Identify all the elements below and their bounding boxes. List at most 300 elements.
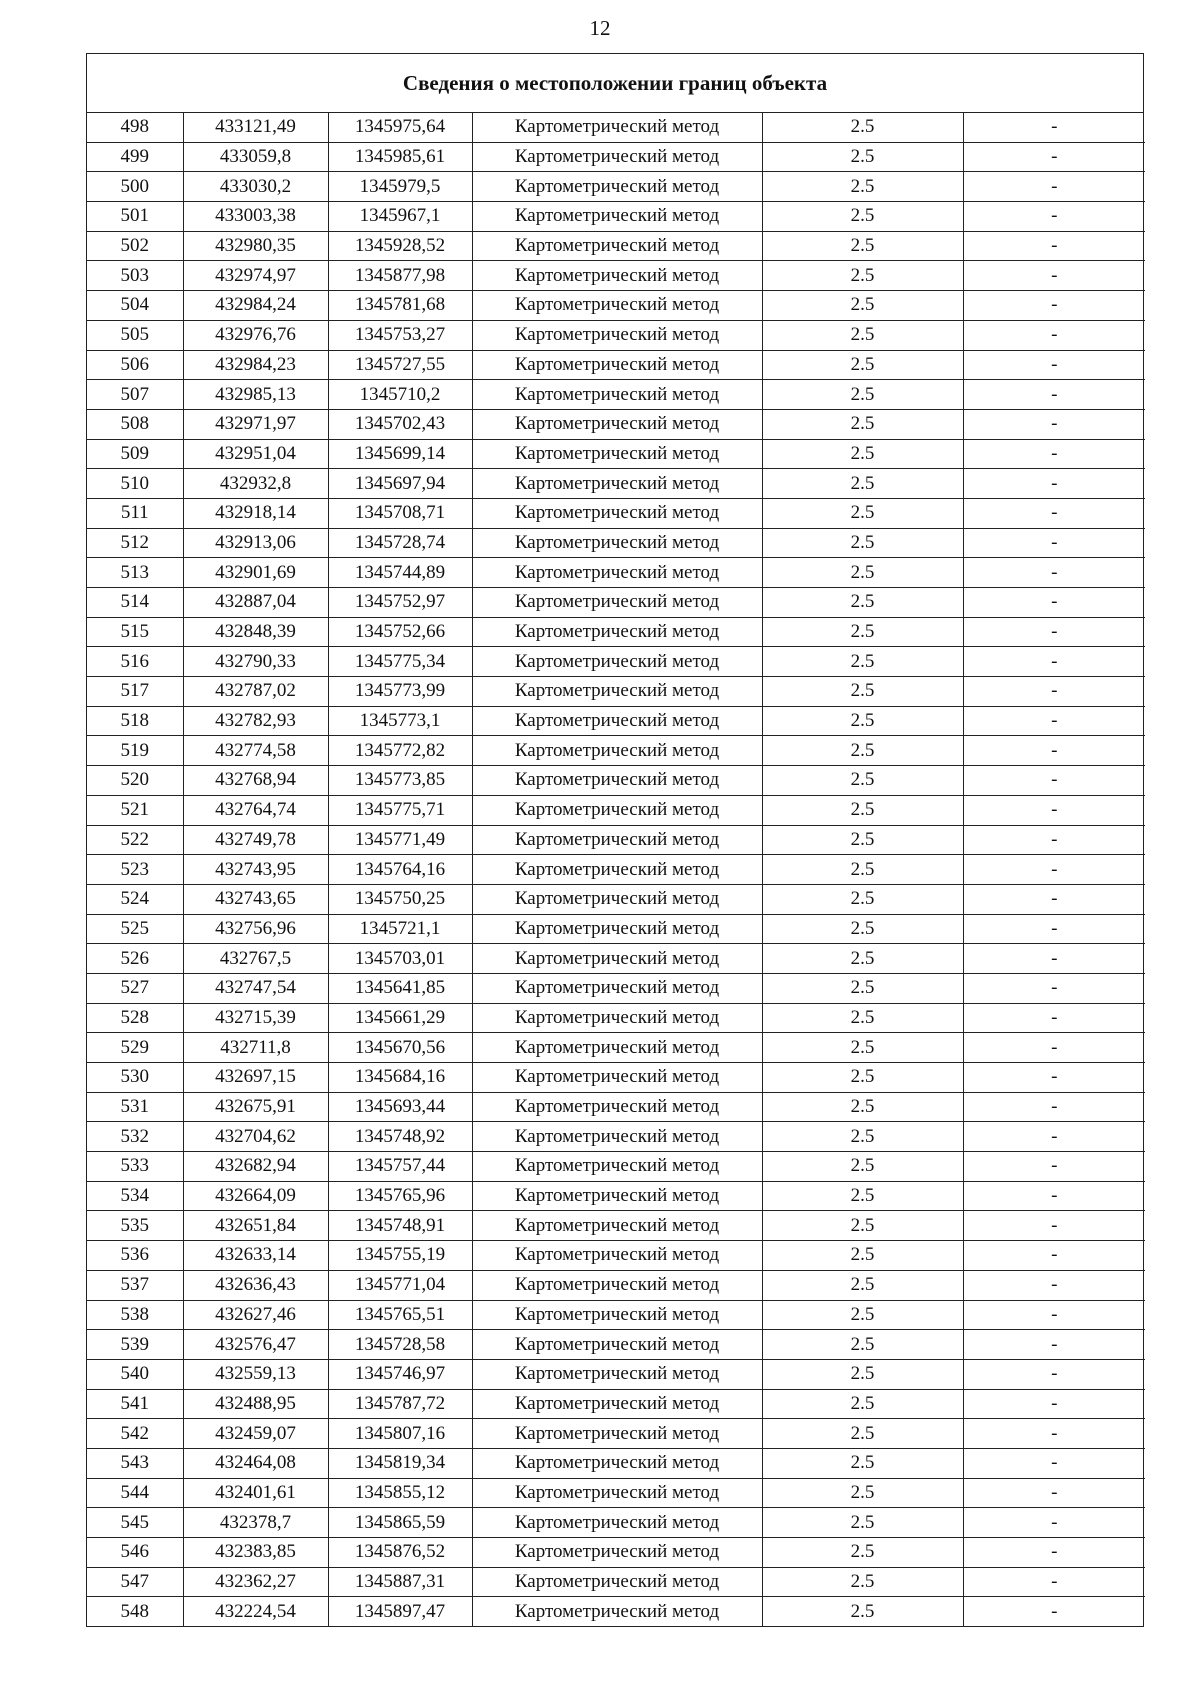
method-cell: Картометрический метод bbox=[472, 469, 762, 499]
page-number: 12 bbox=[589, 16, 611, 40]
table-row bbox=[87, 1597, 1145, 1626]
point-number-cell: 545 bbox=[87, 1508, 183, 1538]
accuracy-cell: 2.5 bbox=[762, 528, 963, 558]
coordinate-x-cell: 432984,24 bbox=[183, 291, 328, 321]
method-cell: Картометрический метод bbox=[472, 261, 762, 291]
boundary-coordinates-table bbox=[86, 53, 1144, 1627]
method-cell: Картометрический метод bbox=[472, 1567, 762, 1597]
coordinate-y-cell: 1345985,61 bbox=[328, 142, 472, 172]
accuracy-cell: 2.5 bbox=[762, 973, 963, 1003]
coordinate-x-cell: 432976,76 bbox=[183, 320, 328, 350]
table-row bbox=[87, 1359, 1145, 1389]
accuracy-cell: 2.5 bbox=[762, 1330, 963, 1360]
note-cell: - bbox=[963, 884, 1145, 914]
table-row bbox=[87, 766, 1145, 796]
note-cell: - bbox=[963, 1122, 1145, 1152]
method-cell: Картометрический метод bbox=[472, 1419, 762, 1449]
accuracy-cell: 2.5 bbox=[762, 1538, 963, 1568]
table-row bbox=[87, 1003, 1145, 1033]
accuracy-cell: 2.5 bbox=[762, 855, 963, 885]
method-cell: Картометрический метод bbox=[472, 706, 762, 736]
accuracy-cell: 2.5 bbox=[762, 1122, 963, 1152]
note-cell: - bbox=[963, 528, 1145, 558]
note-cell: - bbox=[963, 1003, 1145, 1033]
accuracy-cell: 2.5 bbox=[762, 617, 963, 647]
coordinate-y-cell: 1345765,96 bbox=[328, 1181, 472, 1211]
accuracy-cell: 2.5 bbox=[762, 291, 963, 321]
note-cell: - bbox=[963, 409, 1145, 439]
accuracy-cell: 2.5 bbox=[762, 1152, 963, 1182]
accuracy-cell: 2.5 bbox=[762, 1063, 963, 1093]
point-number-cell: 499 bbox=[87, 142, 183, 172]
method-cell: Картометрический метод bbox=[472, 647, 762, 677]
accuracy-cell: 2.5 bbox=[762, 558, 963, 588]
coordinate-y-cell: 1345757,44 bbox=[328, 1152, 472, 1182]
accuracy-cell: 2.5 bbox=[762, 1389, 963, 1419]
table-row bbox=[87, 231, 1145, 261]
table-row bbox=[87, 588, 1145, 618]
method-cell: Картометрический метод bbox=[472, 231, 762, 261]
table-row bbox=[87, 1567, 1145, 1597]
method-cell: Картометрический метод bbox=[472, 498, 762, 528]
coordinate-x-cell: 432682,94 bbox=[183, 1152, 328, 1182]
note-cell: - bbox=[963, 1152, 1145, 1182]
point-number-cell: 541 bbox=[87, 1389, 183, 1419]
coordinate-y-cell: 1345710,2 bbox=[328, 380, 472, 410]
point-number-cell: 500 bbox=[87, 172, 183, 202]
point-number-cell: 514 bbox=[87, 588, 183, 618]
point-number-cell: 508 bbox=[87, 409, 183, 439]
point-number-cell: 536 bbox=[87, 1241, 183, 1271]
coordinate-y-cell: 1345765,51 bbox=[328, 1300, 472, 1330]
accuracy-cell: 2.5 bbox=[762, 588, 963, 618]
coordinate-y-cell: 1345703,01 bbox=[328, 944, 472, 974]
note-cell: - bbox=[963, 944, 1145, 974]
note-cell: - bbox=[963, 1092, 1145, 1122]
point-number-cell: 546 bbox=[87, 1538, 183, 1568]
note-cell: - bbox=[963, 113, 1145, 142]
method-cell: Картометрический метод bbox=[472, 142, 762, 172]
method-cell: Картометрический метод bbox=[472, 1152, 762, 1182]
coordinate-x-cell: 432774,58 bbox=[183, 736, 328, 766]
accuracy-cell: 2.5 bbox=[762, 706, 963, 736]
coordinate-y-cell: 1345670,56 bbox=[328, 1033, 472, 1063]
coordinate-y-cell: 1345771,49 bbox=[328, 825, 472, 855]
method-cell: Картометрический метод bbox=[472, 884, 762, 914]
note-cell: - bbox=[963, 291, 1145, 321]
accuracy-cell: 2.5 bbox=[762, 1567, 963, 1597]
coordinate-x-cell: 432984,23 bbox=[183, 350, 328, 380]
point-number-cell: 515 bbox=[87, 617, 183, 647]
coordinate-x-cell: 432932,8 bbox=[183, 469, 328, 499]
coordinate-x-cell: 433030,2 bbox=[183, 172, 328, 202]
coordinate-x-cell: 432768,94 bbox=[183, 766, 328, 796]
point-number-cell: 502 bbox=[87, 231, 183, 261]
table-row bbox=[87, 1419, 1145, 1449]
accuracy-cell: 2.5 bbox=[762, 1211, 963, 1241]
table-row bbox=[87, 1508, 1145, 1538]
point-number-cell: 520 bbox=[87, 766, 183, 796]
point-number-cell: 509 bbox=[87, 439, 183, 469]
coordinate-y-cell: 1345727,55 bbox=[328, 350, 472, 380]
table-row bbox=[87, 1122, 1145, 1152]
coordinate-x-cell: 432401,61 bbox=[183, 1478, 328, 1508]
coordinate-x-cell: 432918,14 bbox=[183, 498, 328, 528]
method-cell: Картометрический метод bbox=[472, 528, 762, 558]
coordinate-x-cell: 432627,46 bbox=[183, 1300, 328, 1330]
note-cell: - bbox=[963, 1181, 1145, 1211]
table-row bbox=[87, 1241, 1145, 1271]
accuracy-cell: 2.5 bbox=[762, 498, 963, 528]
table-row bbox=[87, 1063, 1145, 1093]
point-number-cell: 501 bbox=[87, 202, 183, 232]
coordinate-y-cell: 1345787,72 bbox=[328, 1389, 472, 1419]
note-cell: - bbox=[963, 825, 1145, 855]
note-cell: - bbox=[963, 677, 1145, 707]
table-row bbox=[87, 647, 1145, 677]
method-cell: Картометрический метод bbox=[472, 172, 762, 202]
table-row bbox=[87, 1092, 1145, 1122]
coordinate-x-cell: 432633,14 bbox=[183, 1241, 328, 1271]
coordinate-y-cell: 1345819,34 bbox=[328, 1448, 472, 1478]
accuracy-cell: 2.5 bbox=[762, 1478, 963, 1508]
accuracy-cell: 2.5 bbox=[762, 142, 963, 172]
note-cell: - bbox=[963, 1508, 1145, 1538]
coordinate-y-cell: 1345699,14 bbox=[328, 439, 472, 469]
note-cell: - bbox=[963, 498, 1145, 528]
accuracy-cell: 2.5 bbox=[762, 113, 963, 142]
note-cell: - bbox=[963, 1033, 1145, 1063]
coordinate-y-cell: 1345708,71 bbox=[328, 498, 472, 528]
table-row bbox=[87, 172, 1145, 202]
accuracy-cell: 2.5 bbox=[762, 1448, 963, 1478]
accuracy-cell: 2.5 bbox=[762, 647, 963, 677]
coordinate-y-cell: 1345750,25 bbox=[328, 884, 472, 914]
note-cell: - bbox=[963, 350, 1145, 380]
coordinate-x-cell: 432980,35 bbox=[183, 231, 328, 261]
coordinate-x-cell: 432488,95 bbox=[183, 1389, 328, 1419]
method-cell: Картометрический метод bbox=[472, 766, 762, 796]
note-cell: - bbox=[963, 1270, 1145, 1300]
method-cell: Картометрический метод bbox=[472, 1538, 762, 1568]
point-number-cell: 506 bbox=[87, 350, 183, 380]
note-cell: - bbox=[963, 1330, 1145, 1360]
table-row bbox=[87, 350, 1145, 380]
method-cell: Картометрический метод bbox=[472, 320, 762, 350]
accuracy-cell: 2.5 bbox=[762, 202, 963, 232]
note-cell: - bbox=[963, 617, 1145, 647]
note-cell: - bbox=[963, 469, 1145, 499]
method-cell: Картометрический метод bbox=[472, 1181, 762, 1211]
method-cell: Картометрический метод bbox=[472, 914, 762, 944]
note-cell: - bbox=[963, 1241, 1145, 1271]
note-cell: - bbox=[963, 380, 1145, 410]
accuracy-cell: 2.5 bbox=[762, 1300, 963, 1330]
note-cell: - bbox=[963, 1448, 1145, 1478]
coordinate-y-cell: 1345684,16 bbox=[328, 1063, 472, 1093]
coordinates-grid bbox=[87, 113, 1145, 1626]
accuracy-cell: 2.5 bbox=[762, 439, 963, 469]
accuracy-cell: 2.5 bbox=[762, 261, 963, 291]
point-number-cell: 524 bbox=[87, 884, 183, 914]
note-cell: - bbox=[963, 1389, 1145, 1419]
table-row bbox=[87, 498, 1145, 528]
coordinate-x-cell: 432913,06 bbox=[183, 528, 328, 558]
table-row bbox=[87, 914, 1145, 944]
coordinate-y-cell: 1345773,1 bbox=[328, 706, 472, 736]
coordinate-x-cell: 432224,54 bbox=[183, 1597, 328, 1626]
point-number-cell: 516 bbox=[87, 647, 183, 677]
table-row bbox=[87, 736, 1145, 766]
coordinate-x-cell: 432971,97 bbox=[183, 409, 328, 439]
point-number-cell: 503 bbox=[87, 261, 183, 291]
note-cell: - bbox=[963, 973, 1145, 1003]
method-cell: Картометрический метод bbox=[472, 409, 762, 439]
accuracy-cell: 2.5 bbox=[762, 1597, 963, 1626]
note-cell: - bbox=[963, 914, 1145, 944]
coordinate-x-cell: 432464,08 bbox=[183, 1448, 328, 1478]
coordinate-y-cell: 1345928,52 bbox=[328, 231, 472, 261]
coordinate-y-cell: 1345855,12 bbox=[328, 1478, 472, 1508]
note-cell: - bbox=[963, 766, 1145, 796]
coordinate-x-cell: 432651,84 bbox=[183, 1211, 328, 1241]
table-row bbox=[87, 380, 1145, 410]
table-row bbox=[87, 884, 1145, 914]
point-number-cell: 517 bbox=[87, 677, 183, 707]
method-cell: Картометрический метод bbox=[472, 973, 762, 1003]
coordinate-y-cell: 1345755,19 bbox=[328, 1241, 472, 1271]
coordinate-x-cell: 432790,33 bbox=[183, 647, 328, 677]
method-cell: Картометрический метод bbox=[472, 1092, 762, 1122]
point-number-cell: 511 bbox=[87, 498, 183, 528]
point-number-cell: 534 bbox=[87, 1181, 183, 1211]
accuracy-cell: 2.5 bbox=[762, 944, 963, 974]
accuracy-cell: 2.5 bbox=[762, 1181, 963, 1211]
coordinate-x-cell: 432383,85 bbox=[183, 1538, 328, 1568]
method-cell: Картометрический метод bbox=[472, 588, 762, 618]
accuracy-cell: 2.5 bbox=[762, 795, 963, 825]
note-cell: - bbox=[963, 706, 1145, 736]
method-cell: Картометрический метод bbox=[472, 1359, 762, 1389]
coordinate-x-cell: 432636,43 bbox=[183, 1270, 328, 1300]
point-number-cell: 527 bbox=[87, 973, 183, 1003]
method-cell: Картометрический метод bbox=[472, 558, 762, 588]
coordinate-x-cell: 432764,74 bbox=[183, 795, 328, 825]
coordinate-y-cell: 1345641,85 bbox=[328, 973, 472, 1003]
coordinate-y-cell: 1345748,91 bbox=[328, 1211, 472, 1241]
coordinate-y-cell: 1345876,52 bbox=[328, 1538, 472, 1568]
table-row bbox=[87, 617, 1145, 647]
method-cell: Картометрический метод bbox=[472, 1597, 762, 1626]
accuracy-cell: 2.5 bbox=[762, 1270, 963, 1300]
table-row bbox=[87, 439, 1145, 469]
table-row bbox=[87, 1300, 1145, 1330]
method-cell: Картометрический метод bbox=[472, 1122, 762, 1152]
accuracy-cell: 2.5 bbox=[762, 320, 963, 350]
table-row bbox=[87, 944, 1145, 974]
point-number-cell: 535 bbox=[87, 1211, 183, 1241]
accuracy-cell: 2.5 bbox=[762, 825, 963, 855]
method-cell: Картометрический метод bbox=[472, 202, 762, 232]
method-cell: Картометрический метод bbox=[472, 1241, 762, 1271]
table-row bbox=[87, 1033, 1145, 1063]
point-number-cell: 512 bbox=[87, 528, 183, 558]
table-row bbox=[87, 855, 1145, 885]
method-cell: Картометрический метод bbox=[472, 1033, 762, 1063]
coordinate-x-cell: 433059,8 bbox=[183, 142, 328, 172]
note-cell: - bbox=[963, 1211, 1145, 1241]
accuracy-cell: 2.5 bbox=[762, 1359, 963, 1389]
table-row bbox=[87, 1270, 1145, 1300]
note-cell: - bbox=[963, 1478, 1145, 1508]
table-row bbox=[87, 113, 1145, 142]
coordinate-x-cell: 432459,07 bbox=[183, 1419, 328, 1449]
table-row bbox=[87, 202, 1145, 232]
table-row bbox=[87, 142, 1145, 172]
point-number-cell: 543 bbox=[87, 1448, 183, 1478]
note-cell: - bbox=[963, 1063, 1145, 1093]
point-number-cell: 538 bbox=[87, 1300, 183, 1330]
note-cell: - bbox=[963, 1567, 1145, 1597]
method-cell: Картометрический метод bbox=[472, 1300, 762, 1330]
accuracy-cell: 2.5 bbox=[762, 1241, 963, 1271]
coordinate-x-cell: 432974,97 bbox=[183, 261, 328, 291]
accuracy-cell: 2.5 bbox=[762, 1419, 963, 1449]
point-number-cell: 505 bbox=[87, 320, 183, 350]
method-cell: Картометрический метод bbox=[472, 350, 762, 380]
coordinate-y-cell: 1345721,1 bbox=[328, 914, 472, 944]
note-cell: - bbox=[963, 1597, 1145, 1626]
table-row bbox=[87, 261, 1145, 291]
table-row bbox=[87, 825, 1145, 855]
method-cell: Картометрический метод bbox=[472, 1478, 762, 1508]
coordinate-y-cell: 1345865,59 bbox=[328, 1508, 472, 1538]
coordinate-x-cell: 432782,93 bbox=[183, 706, 328, 736]
coordinate-x-cell: 432887,04 bbox=[183, 588, 328, 618]
coordinate-y-cell: 1345897,47 bbox=[328, 1597, 472, 1626]
note-cell: - bbox=[963, 172, 1145, 202]
table-row bbox=[87, 706, 1145, 736]
point-number-cell: 530 bbox=[87, 1063, 183, 1093]
point-number-cell: 525 bbox=[87, 914, 183, 944]
point-number-cell: 528 bbox=[87, 1003, 183, 1033]
note-cell: - bbox=[963, 588, 1145, 618]
method-cell: Картометрический метод bbox=[472, 795, 762, 825]
coordinate-x-cell: 432576,47 bbox=[183, 1330, 328, 1360]
coordinate-y-cell: 1345728,58 bbox=[328, 1330, 472, 1360]
coordinate-y-cell: 1345887,31 bbox=[328, 1567, 472, 1597]
method-cell: Картометрический метод bbox=[472, 291, 762, 321]
table-row bbox=[87, 1538, 1145, 1568]
method-cell: Картометрический метод bbox=[472, 439, 762, 469]
note-cell: - bbox=[963, 647, 1145, 677]
method-cell: Картометрический метод bbox=[472, 1330, 762, 1360]
coordinate-y-cell: 1345752,66 bbox=[328, 617, 472, 647]
accuracy-cell: 2.5 bbox=[762, 677, 963, 707]
note-cell: - bbox=[963, 736, 1145, 766]
coordinate-x-cell: 432747,54 bbox=[183, 973, 328, 1003]
note-cell: - bbox=[963, 855, 1145, 885]
point-number-cell: 498 bbox=[120, 116, 149, 138]
point-number-cell: 540 bbox=[87, 1359, 183, 1389]
point-number-cell: 526 bbox=[87, 944, 183, 974]
coordinate-y-cell: 1345975,64 bbox=[328, 113, 472, 142]
coordinate-y-cell: 1345775,71 bbox=[328, 795, 472, 825]
note-cell: - bbox=[963, 142, 1145, 172]
table-row bbox=[87, 1448, 1145, 1478]
coordinate-y-cell: 1345748,92 bbox=[328, 1122, 472, 1152]
coordinate-x-cell: 432743,65 bbox=[183, 884, 328, 914]
accuracy-cell: 2.5 bbox=[762, 172, 963, 202]
table-row bbox=[87, 677, 1145, 707]
point-number-cell: 532 bbox=[87, 1122, 183, 1152]
note-cell: - bbox=[963, 202, 1145, 232]
coordinate-x-cell: 432664,09 bbox=[183, 1181, 328, 1211]
note-cell: - bbox=[963, 1359, 1145, 1389]
method-cell: Картометрический метод bbox=[472, 1211, 762, 1241]
method-cell: Картометрический метод bbox=[472, 617, 762, 647]
coordinate-y-cell: 1345753,27 bbox=[328, 320, 472, 350]
method-cell: Картометрический метод bbox=[472, 1270, 762, 1300]
coordinate-y-cell: 1345877,98 bbox=[328, 261, 472, 291]
coordinate-x-cell: 432951,04 bbox=[183, 439, 328, 469]
coordinate-x-cell: 432715,39 bbox=[183, 1003, 328, 1033]
accuracy-cell: 2.5 bbox=[762, 1033, 963, 1063]
table-row bbox=[87, 973, 1145, 1003]
coordinate-x-cell: 433003,38 bbox=[183, 202, 328, 232]
coordinate-x-cell: 432985,13 bbox=[183, 380, 328, 410]
point-number-cell: 548 bbox=[87, 1597, 183, 1626]
accuracy-cell: 2.5 bbox=[762, 350, 963, 380]
coordinate-x-cell: 433121,49 bbox=[183, 113, 328, 142]
coordinate-x-cell: 432767,5 bbox=[183, 944, 328, 974]
coordinate-y-cell: 1345746,97 bbox=[328, 1359, 472, 1389]
method-cell: Картометрический метод bbox=[472, 855, 762, 885]
coordinate-y-cell: 1345661,29 bbox=[328, 1003, 472, 1033]
point-number-cell: 521 bbox=[87, 795, 183, 825]
table-row bbox=[87, 469, 1145, 499]
coordinate-y-cell: 1345744,89 bbox=[328, 558, 472, 588]
coordinate-x-cell: 432743,95 bbox=[183, 855, 328, 885]
point-number-cell: 518 bbox=[87, 706, 183, 736]
coordinate-y-cell: 1345773,99 bbox=[328, 677, 472, 707]
method-cell: Картометрический метод bbox=[472, 1508, 762, 1538]
coordinate-y-cell: 1345772,82 bbox=[328, 736, 472, 766]
point-number-cell: 539 bbox=[87, 1330, 183, 1360]
method-cell: Картометрический метод bbox=[472, 677, 762, 707]
coordinate-y-cell: 1345979,5 bbox=[328, 172, 472, 202]
note-cell: - bbox=[963, 1419, 1145, 1449]
coordinate-x-cell: 432749,78 bbox=[183, 825, 328, 855]
method-cell: Картометрический метод bbox=[472, 113, 762, 142]
method-cell: Картометрический метод bbox=[472, 736, 762, 766]
point-number-cell: 533 bbox=[87, 1152, 183, 1182]
accuracy-cell: 2.5 bbox=[762, 1508, 963, 1538]
point-number-cell: 544 bbox=[87, 1478, 183, 1508]
table-row bbox=[87, 1478, 1145, 1508]
coordinate-x-cell: 432675,91 bbox=[183, 1092, 328, 1122]
note-cell: - bbox=[963, 1300, 1145, 1330]
accuracy-cell: 2.5 bbox=[762, 766, 963, 796]
accuracy-cell: 2.5 bbox=[762, 469, 963, 499]
coordinate-x-cell: 432378,7 bbox=[183, 1508, 328, 1538]
table-row bbox=[87, 528, 1145, 558]
table-row bbox=[87, 1152, 1145, 1182]
table-row bbox=[87, 409, 1145, 439]
coordinate-y-cell: 1345781,68 bbox=[328, 291, 472, 321]
point-number-cell: 531 bbox=[87, 1092, 183, 1122]
accuracy-cell: 2.5 bbox=[762, 736, 963, 766]
